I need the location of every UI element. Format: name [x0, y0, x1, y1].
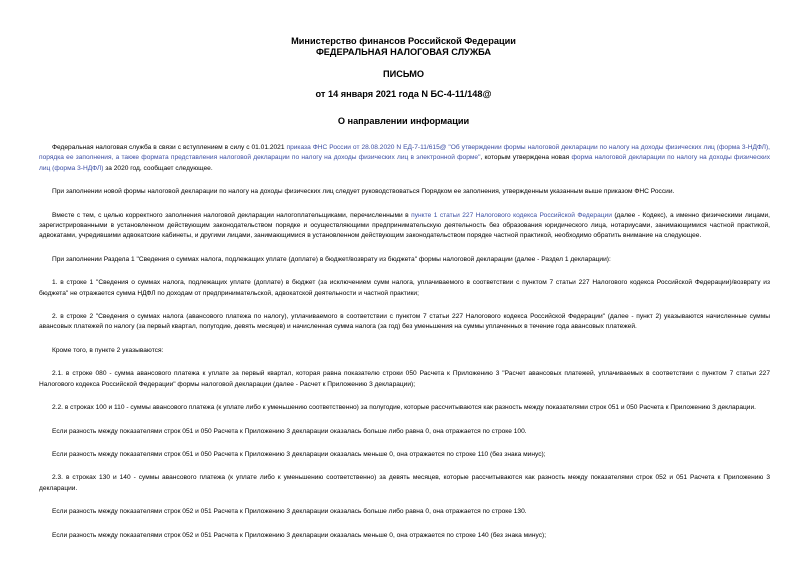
paragraph-7: Кроме того, в пункте 2 указываются: [52, 346, 164, 354]
paragraph-6: 2. в строке 2 "Сведения о суммах налога (авансового платежа по налогу), уплачиваемого в соответствии с пунктом 7 статьи 227 Налогового кодекса Российской Федерации" (далее - пункт 2) указываются начисленные суммы авансовых платежей по налогу (за первый квартал, полугодие, девять месяцев) и начисленная сумма налога (за год) без уменьшения на суммы уплаченных в течение года авансовых платежей. [39, 313, 770, 331]
paragraph-5: 1. в строке 1 "Сведения о суммах налога, подлежащих уплате (доплате) в бюджет (за исключением сумм налога, уплачиваемого в соответствии с пунктом 7 статьи 227 Налогового кодекса Российской Федерации)/возврату из бюджета" не отражается сумма НДФЛ по доходам от предпринимательской, адвокатской деятельности и частной практики; [39, 279, 770, 297]
paragraph-2: При заполнении новой формы налоговой декларации по налогу на доходы физических лиц следует руководствоваться Порядком ее заполнения, утвержденным указанным выше приказом ФНС России. [52, 188, 675, 196]
link-article-227[interactable]: пункте 1 статьи 227 Налогового кодекса Российской Федерации [411, 211, 612, 219]
paragraph-4: При заполнении Раздела 1 "Сведения о суммах налога, подлежащих уплате (доплате) в бюджет/возврату из бюджета" формы налоговой декларации (далее - Раздел 1 декларации): [52, 255, 611, 263]
paragraph-text: (далее - Кодекс), а именно физическими лицами, зарегистрированными в установленном действующим законодательством порядке и осуществляющими предпринимательскую деятельность без образования юридического лица, нотариусами, занимающимися частной практикой, адвокатами, учредившими адвокатские кабинеты, и другими лицами, занимающимися в установленном действующим законодательством порядке частной практикой, необходимо обратить внимание на следующее. [39, 211, 770, 240]
document-body [39, 143, 770, 554]
paragraph-text: за 2020 год, сообщает следующее. [103, 164, 213, 172]
paragraph-8: 2.1. в строке 080 - сумма авансового платежа к уплате за первый квартал, которая равна показателю строки 050 Расчета к Приложению 3 "Расчет авансовых платежей, уплачиваемых в соответствии с пунктом 7 статьи 227 Налогового кодекса Российской Федерации" формы налоговой декларации (далее - Расчет к Приложению 3 декларации); [39, 370, 770, 388]
document-date-number: от 14 января 2021 года N БС-4-11/148@ [315, 89, 492, 99]
document-subject: О направлении информации [337, 116, 470, 126]
paragraph-12: 2.3. в строках 130 и 140 - суммы авансового платежа (к уплате либо к уменьшению соответственно) за девять месяцев, которые рассчитываются как разность между показателями строк 052 и 051 Расчета к Приложению 3 декларации. [39, 474, 770, 492]
paragraph-10: Если разность между показателями строк 051 и 050 Расчета к Приложению 3 декларации оказалась больше либо равна 0, она отражается по строке 100. [52, 427, 527, 435]
paragraph-11: Если разность между показателями строк 051 и 050 Расчета к Приложению 3 декларации оказалась меньше 0, она отражается по строке 110 (без знака минус); [52, 450, 546, 458]
paragraph-3 [39, 211, 770, 242]
paragraph-14: Если разность между показателями строк 052 и 051 Расчета к Приложению 3 декларации оказалась меньше 0, она отражается по строке 140 (без знака минус); [52, 531, 547, 539]
service-title: ФЕДЕРАЛЬНАЯ НАЛОГОВАЯ СЛУЖБА [315, 47, 492, 57]
paragraph-text: , которым утверждена новая [480, 154, 572, 162]
link-order-fns[interactable]: приказа ФНС России от 28.08.2020 N ЕД-7-11/615@ "Об утверждении формы налоговой декларации по налогу на доходы физических лиц (форма 3-НДФЛ), порядка ее заполнения, а также формата представления налоговой декларации по налогу на доходы физических лиц в электронной форме" [39, 144, 771, 162]
document-type: ПИСЬМО [382, 69, 425, 79]
paragraph-13: Если разность между показателями строк 052 и 051 Расчета к Приложению 3 декларации оказалась больше либо равна 0, она отражается по строке 130. [52, 508, 527, 516]
paragraph-9: 2.2. в строках 100 и 110 - суммы авансового платежа (к уплате либо к уменьшению соответственно) за полугодие, которые рассчитываются как разность между показателями строк 051 и 050 Расчета к Приложению 3 декларации. [52, 404, 756, 412]
paragraph-1 [39, 143, 770, 174]
paragraph-text: Вместе с тем, с целью корректного заполнения налоговой декларации налогоплательщиками, перечисленными в [52, 211, 412, 219]
ministry-title: Министерство финансов Российской Федерации [291, 36, 516, 46]
paragraph-text: Федеральная налоговая служба в связи с вступлением в силу с 01.01.2021 [52, 144, 287, 151]
link-form-3ndfl[interactable]: форма налоговой декларации по налогу на доходы физических лиц (форма 3-НДФЛ) [39, 154, 770, 172]
